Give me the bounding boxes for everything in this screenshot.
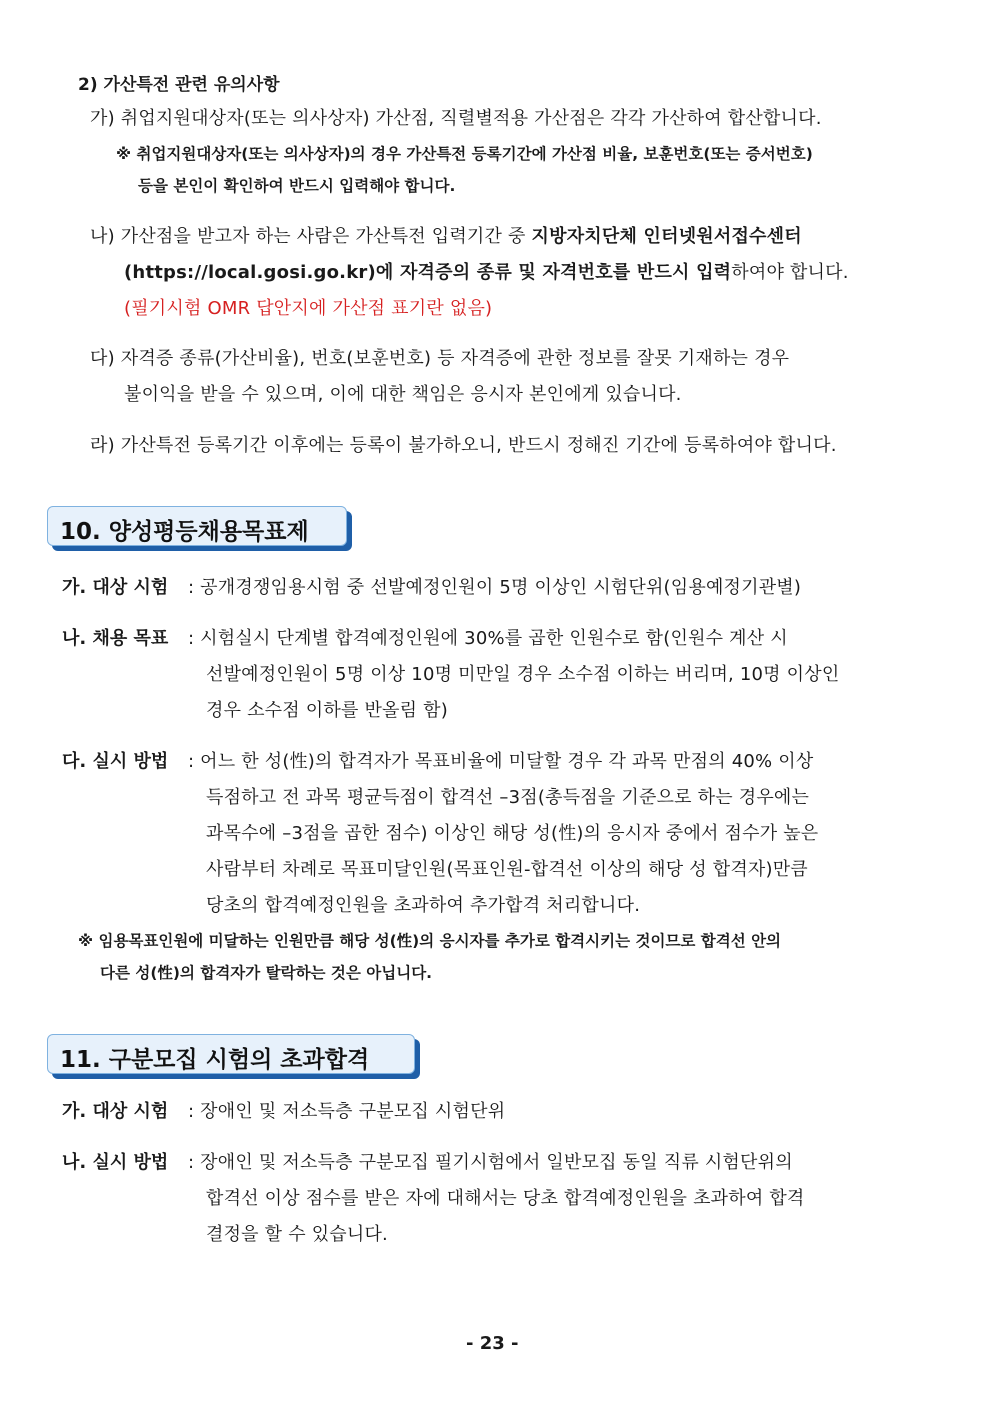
item-ra: 라) 가산특전 등록기간 이후에는 등록이 불가하오니, 반드시 정해진 기간에 등록하여야 합니다. (90, 435, 837, 456)
item-na-bold2: (https://local.gosi.go.kr)에 자격증의 종류 및 자격번호를 반드시 입력 (124, 262, 732, 283)
sec10-da-text4: 사람부터 차례로 목표미달인원(목표인원-합격선 이상의 해당 성 합격자)만큼 (206, 859, 808, 880)
item-na-bold1: 지방자치단체 인터넷원서접수센터 (531, 226, 802, 247)
item-na-line2 (124, 258, 849, 284)
sec11-ga-text: : 장애인 및 저소득층 구분모집 시험단위 (188, 1101, 506, 1122)
sec10-note-line2: 다른 성(性)의 합격자가 탈락하는 것은 아닙니다. (100, 964, 433, 982)
item-da-line1: 다) 자격증 종류(가산비율), 번호(보훈번호) 등 자격증에 관한 정보를 잘못 기재하는 경우 (90, 348, 790, 369)
item-ga: 가) 취업지원대상자(또는 의사상자) 가산점, 직렬별적용 가산점은 각각 가산하여 합산합니다. (90, 108, 822, 129)
sec10-da-text3: 과목수에 –3점을 곱한 점수) 이상인 해당 성(性)의 응시자 중에서 점수가 높은 (206, 823, 819, 844)
sec10-na-text3: 경우 소수점 이하를 반올림 함) (206, 700, 448, 721)
sec10-na-text1: : 시험실시 단계별 합격예정인원에 30%를 곱한 인원수로 함(인원수 계산 시 (188, 628, 788, 649)
section-10-heading: 10. 양성평등채용목표제 (60, 519, 309, 545)
sec11-na-label: 나. 실시 방법 (62, 1152, 169, 1173)
sec10-ga-label: 가. 대상 시험 (62, 577, 169, 598)
sec11-na-text3: 결정을 할 수 있습니다. (206, 1224, 388, 1245)
page-number: - 23 - (466, 1333, 519, 1354)
item-na-red-note: (필기시험 OMR 답안지에 가산점 표기란 없음) (124, 298, 493, 319)
sec10-na-label: 나. 채용 목표 (62, 628, 169, 649)
item-da-line2: 불이익을 받을 수 있으며, 이에 대한 책임은 응시자 본인에게 있습니다. (124, 384, 682, 405)
sec10-note-line1: ※ 임용목표인원에 미달하는 인원만큼 해당 성(性)의 응시자를 추가로 합격시키는 것이므로 합격선 안의 (78, 932, 782, 950)
subsection-title: 2) 가산특전 관련 유의사항 (78, 75, 280, 95)
note-ga-line2: 등을 본인이 확인하여 반드시 입력해야 합니다. (138, 177, 456, 195)
section-11-heading-box (47, 1034, 415, 1074)
item-na-line1 (90, 222, 802, 248)
sec10-na-text2: 선발예정인원이 5명 이상 10명 미만일 경우 소수점 이하는 버리며, 10명 이상인 (206, 664, 840, 685)
sec11-na-text1: : 장애인 및 저소득층 구분모집 필기시험에서 일반모집 동일 직류 시험단위의 (188, 1152, 793, 1173)
item-na-text: 나) 가산점을 받고자 하는 사람은 가산특전 입력기간 중 (90, 226, 532, 247)
sec10-da-label: 다. 실시 방법 (62, 751, 169, 772)
section-10-heading-box (47, 506, 347, 546)
sec11-ga-label: 가. 대상 시험 (62, 1101, 169, 1122)
sec10-ga-text: : 공개경쟁임용시험 중 선발예정인원이 5명 이상인 시험단위(임용예정기관별) (188, 577, 802, 598)
item-na-post: 하여야 합니다. (731, 262, 849, 283)
sec10-da-text2: 득점하고 전 과목 평균득점이 합격선 –3점(총득점을 기준으로 하는 경우에는 (206, 787, 810, 808)
section-11-heading: 11. 구분모집 시험의 초과합격 (60, 1047, 370, 1073)
sec11-na-text2: 합격선 이상 점수를 받은 자에 대해서는 당초 합격예정인원을 초과하여 합격 (206, 1188, 805, 1209)
sec10-da-text5: 당초의 합격예정인원을 초과하여 추가합격 처리합니다. (206, 895, 641, 916)
note-ga-line1: ※ 취업지원대상자(또는 의사상자)의 경우 가산특전 등록기간에 가산점 비율, 보훈번호(또는 증서번호) (116, 145, 813, 163)
sec10-da-text1: : 어느 한 성(性)의 합격자가 목표비율에 미달할 경우 각 과목 만점의 40% 이상 (188, 751, 814, 772)
